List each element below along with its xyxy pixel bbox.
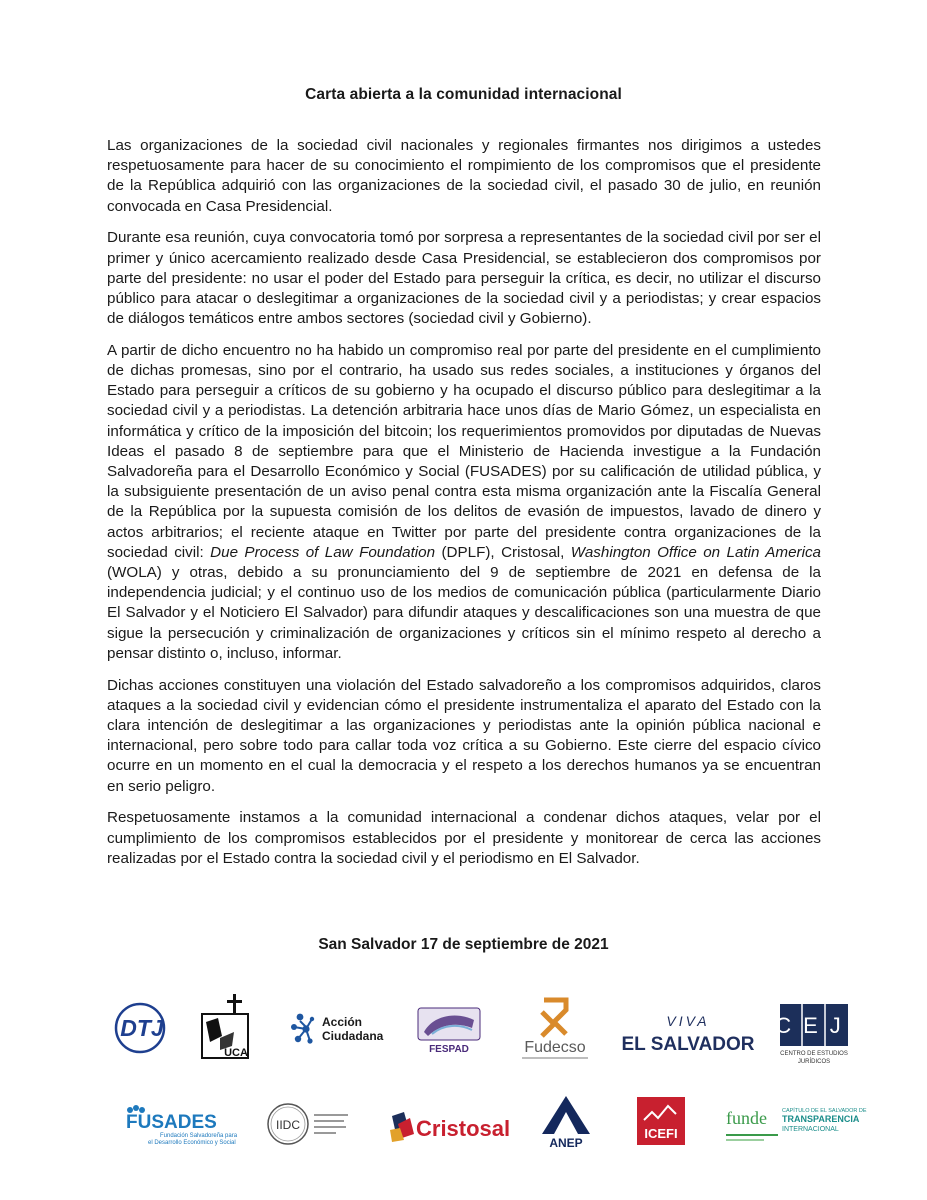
paragraph-2: Durante esa reunión, cuya convocatoria tomó por sorpresa a representantes de la sociedad civil por ser el primer y único acercamiento realizado desde Casa Presidencial, se establecieron dos compromisos por parte del presidente: no usar el poder del Estado para perseguir la crítica, es decir, no utilizar el discurso público para atacar o deslegitimar a organizaciones de la sociedad civil y a periodistas; y crear espacios de diálogos temáticos entre ambos sectores (sociedad civil y Gobierno). bbox=[107, 229, 821, 328]
letter-title: Carta abierta a la comunidad internacional bbox=[305, 86, 622, 103]
anep-text: ANEP bbox=[549, 1136, 583, 1150]
dplf-name: Due Process of Law Foundation bbox=[210, 543, 436, 561]
paragraph-3-part-b: (DPLF), Cristosal, bbox=[435, 543, 571, 561]
fudecso-text: Fudecso bbox=[524, 1039, 586, 1056]
fudecso-logo bbox=[514, 994, 596, 1064]
iidc-text: IIDC bbox=[276, 1118, 300, 1132]
wola-name: Washington Office on Latin America bbox=[570, 543, 821, 561]
paragraph-3-part-c: (WOLA) y otras, debido a su pronunciamiento del 9 de septiembre de 2021 en defensa de la independencia judicial; y el continuo uso de los medios de comunicación pública (particularmente Diario El Salvador y el Noticiero El Salvador) para difundir ataques y descalificaciones son una muestra de que sigue la persecución y criminalización de organizaciones y críticos sin el mínimo respeto al derecho a pensar distinto o, incluso, informar. bbox=[107, 564, 821, 662]
anep-logo bbox=[534, 1092, 598, 1150]
fusades-logo bbox=[118, 1100, 244, 1148]
dtj-logo bbox=[104, 1000, 180, 1056]
place-and-date: San Salvador 17 de septiembre de 2021 bbox=[318, 936, 609, 953]
dtj-logo-text: DTJ bbox=[120, 1015, 164, 1041]
funde-sub-3: INTERNACIONAL bbox=[782, 1126, 839, 1133]
cej-sub-1: CENTRO DE ESTUDIOS bbox=[780, 1051, 848, 1057]
icefi-text: ICEFI bbox=[644, 1126, 678, 1141]
viva-text: VIVA bbox=[666, 1013, 710, 1029]
iidc-logo bbox=[264, 1100, 354, 1148]
paragraph-5: Respetuosamente instamos a la comunidad internacional a condenar dichos ataques, velar por el cumplimiento de los compromisos establecidos por el presidente y monitorear de cerca las acciones realizadas por el Estado contra la sociedad civil y el periodismo en El Salvador. bbox=[107, 809, 821, 867]
paragraph-3-part-a: A partir de dicho encuentro no ha habido un compromiso real por parte del presidente en el cumplimiento de dichas promesas, sino por el contrario, ha usado sus redes sociales, a instituciones y órganos del Estado para perseguir a críticos de su gobierno y ha ocupado el discurso público para deslegitimar a la sociedad civil y a periodistas. La detención arbitraria hace unos días de Mario Gómez, un especialista en informática y crítico de la imposición del bitcoin; los requerimientos promovidos por diputadas de Nuevas Ideas el pasado 8 de septiembre para que el Ministerio de Hacienda investigue a la Fundación Salvadoreña para el Desarrollo Económico y Social (FUSADES) por su calificación de utilidad pública, y la subsiguiente presentación de un aviso penal contra esta misma organización ante la Fiscalía General de la República por la supuesta comisión de los delitos de evasión de impuestos, lavado de dinero y actos arbitrarios; el reciente ataque en Twitter por parte del presidente contra organizaciones de la sociedad civil: bbox=[107, 341, 821, 561]
uca-logo-text: UCA bbox=[224, 1047, 248, 1059]
fusades-sub-1: Fundación Salvadoreña para bbox=[160, 1133, 238, 1139]
letter-body bbox=[107, 136, 821, 880]
el-salvador-text: EL SALVADOR bbox=[621, 1034, 755, 1055]
funde-logo bbox=[724, 1100, 867, 1146]
fespad-logo bbox=[414, 1004, 484, 1056]
fusades-sub-2: el Desarrollo Económico y Social bbox=[148, 1140, 236, 1146]
accion-text: Acción bbox=[322, 1015, 363, 1029]
cristosal-logo bbox=[388, 1104, 512, 1148]
uca-logo bbox=[196, 992, 252, 1062]
funde-sub-1: CAPÍTULO DE EL SALVADOR DE bbox=[782, 1108, 867, 1114]
ciudadana-text: Ciudadana bbox=[322, 1029, 384, 1043]
fespad-text: FESPAD bbox=[429, 1044, 469, 1055]
accion-ciudadana-logo bbox=[286, 1005, 394, 1053]
cej-sub-2: JURÍDICOS bbox=[797, 1059, 831, 1065]
cej-logo bbox=[772, 1000, 854, 1068]
viva-el-salvador-logo bbox=[621, 1012, 755, 1058]
paragraph-1: Las organizaciones de la sociedad civil nacionales y regionales firmantes nos dirigimos a ustedes respetuosamente para hacer de su conocimiento el rompimiento de los compromisos que el presidente de la República adquirió con las organizaciones de la sociedad civil, el pasado 30 de julio, en reunión convocada en Casa Presidencial. bbox=[107, 137, 821, 215]
fusades-text: FUSADES bbox=[126, 1112, 217, 1133]
cristosal-text: Cristosal bbox=[416, 1116, 511, 1141]
funde-sub-2: TRANSPARENCIA bbox=[782, 1114, 860, 1124]
icefi-logo bbox=[634, 1094, 688, 1148]
cej-text: CEJ bbox=[775, 1013, 853, 1038]
paragraph-4: Dichas acciones constituyen una violación del Estado salvadoreño a los compromisos adquiridos, claros ataques a la sociedad civil y evidencian cómo el presidente instrumentaliza el aparato del Estado con la clara intención de deslegitimar a las organizaciones y periodistas ante la opinión pública nacional e internacional, pero sobre todo para callar toda voz crítica a su Gobierno. Este cierre del espacio cívico ocurre en un momento en el cual la democracia y el respeto a los derechos humanos ya se encuentran en serio peligro. bbox=[107, 676, 821, 795]
funde-text: funde bbox=[726, 1108, 767, 1128]
paragraph-3 bbox=[107, 341, 821, 664]
